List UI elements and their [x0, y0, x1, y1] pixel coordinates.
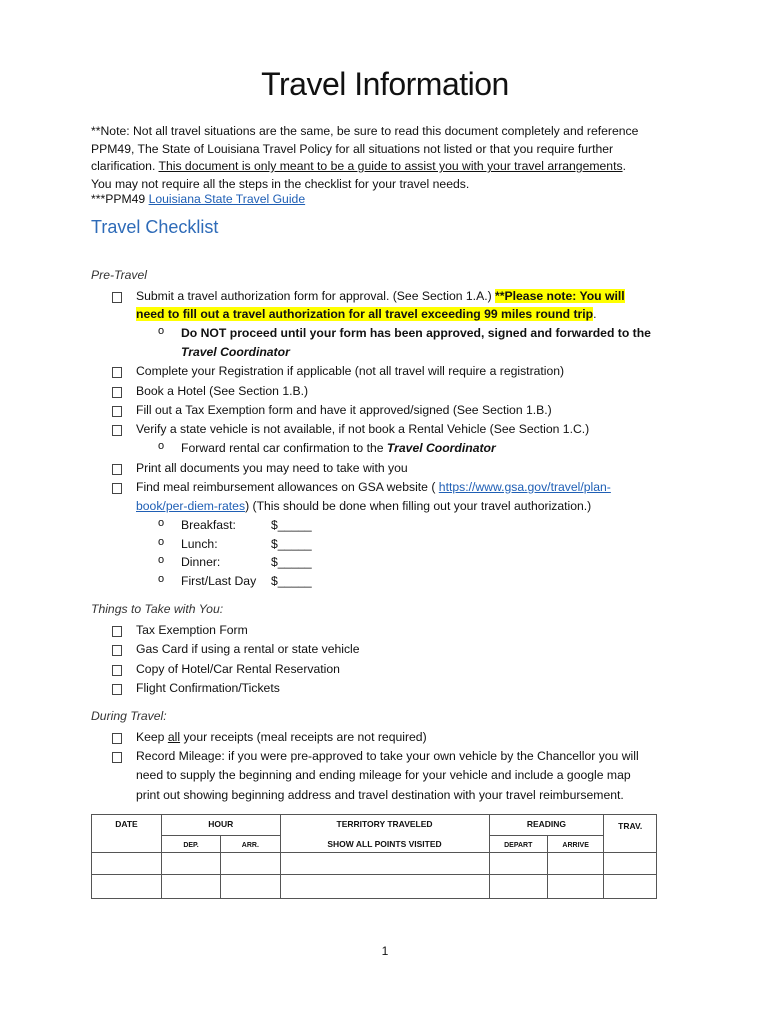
checkbox[interactable] — [112, 626, 122, 637]
highlight-note: **Please note: You will — [495, 289, 625, 303]
ppm-reference — [91, 192, 305, 206]
col-arrive: ARRIVE — [547, 836, 603, 853]
item-text: Keep — [136, 730, 168, 744]
item-text: Forward rental car confirmation to the — [181, 441, 387, 455]
item-text: ) (This should be done when filling out your travel authorization.) — [245, 499, 592, 513]
table-cell[interactable] — [604, 875, 657, 899]
bullet-icon: o — [158, 536, 165, 548]
checklist-item: Print all documents you may need to take with you — [136, 461, 408, 475]
table-cell[interactable] — [280, 875, 489, 899]
during-item-cont: print out showing beginning address and travel destination with your travel reimbursement. — [136, 788, 624, 802]
note-line: You may not require all the steps in the checklist for your travel needs. — [91, 176, 470, 191]
note-line — [91, 158, 691, 176]
meal-value: $_____ — [271, 574, 312, 588]
item-text: . — [593, 307, 597, 321]
checkbox[interactable] — [112, 292, 122, 303]
bullet-icon: o — [158, 573, 165, 585]
table-cell[interactable] — [92, 875, 162, 899]
col-arr: ARR. — [221, 836, 280, 853]
page-number: 1 — [381, 944, 389, 958]
during-item — [136, 728, 427, 746]
take-item: Copy of Hotel/Car Rental Reservation — [136, 662, 340, 676]
col-reading: READING — [489, 815, 604, 836]
table-cell[interactable] — [547, 853, 603, 875]
sub-item — [181, 439, 496, 457]
checklist-item — [136, 287, 625, 305]
table-cell[interactable] — [221, 875, 280, 899]
col-date: DATE — [92, 815, 162, 853]
item-text-underlined: all — [167, 730, 181, 744]
checkbox[interactable] — [112, 406, 122, 417]
note-line: **Note: Not all travel situations are the same, be sure to read this document completely and reference — [91, 124, 639, 138]
checkbox[interactable] — [112, 733, 122, 744]
checklist-item — [136, 478, 611, 496]
territory-label: TERRITORY TRAVELED — [336, 819, 433, 829]
pretravel-heading: Pre-Travel — [91, 268, 147, 282]
highlight-note: need to fill out a travel authorization for all travel exceeding 99 miles round trip — [136, 307, 594, 321]
take-item: Flight Confirmation/Tickets — [136, 681, 280, 695]
ppm-prefix: ***PPM49 — [91, 192, 149, 206]
checkbox[interactable] — [112, 752, 122, 763]
col-territory — [280, 815, 489, 853]
item-text: Submit a travel authorization form for approval. (See Section 1.A.) — [136, 289, 496, 303]
col-hour: HOUR — [161, 815, 280, 836]
meal-value: $_____ — [271, 537, 312, 551]
col-dep: DEP. — [161, 836, 220, 853]
table-cell[interactable] — [547, 875, 603, 899]
checkbox[interactable] — [112, 645, 122, 656]
table-row — [92, 875, 657, 899]
note-text: . — [622, 159, 626, 173]
meal-label: First/Last Day — [181, 574, 257, 588]
checkbox[interactable] — [112, 464, 122, 475]
table-cell[interactable] — [280, 853, 489, 875]
meal-value: $_____ — [271, 518, 312, 532]
during-heading: During Travel: — [91, 709, 167, 723]
table-cell[interactable] — [489, 875, 547, 899]
bullet-icon: o — [158, 325, 165, 337]
item-text: your receipts (meal receipts are not required) — [180, 730, 427, 744]
checkbox[interactable] — [112, 367, 122, 378]
checklist-heading: Travel Checklist — [91, 217, 219, 237]
table-cell[interactable] — [161, 875, 220, 899]
during-item-cont: need to supply the beginning and ending mileage for your vehicle and include a google map — [136, 768, 631, 782]
during-item: Record Mileage: if you were pre-approved to take your own vehicle by the Chancellor you will — [136, 749, 639, 763]
checklist-item-cont — [136, 305, 597, 323]
table-cell[interactable] — [604, 853, 657, 875]
territory-sublabel: SHOW ALL POINTS VISITED — [327, 839, 442, 849]
gsa-link-cont[interactable]: book/per-diem-rates — [136, 499, 246, 513]
table-row — [92, 853, 657, 875]
checklist-item: Complete your Registration if applicable (not all travel will require a registration) — [136, 364, 565, 378]
note-underlined-text: This document is only meant to be a guide to assist you with your travel arrangements — [158, 159, 623, 173]
gsa-link[interactable]: https://www.gsa.gov/travel/plan- — [438, 480, 611, 494]
meal-label: Dinner: — [181, 555, 221, 569]
checkbox[interactable] — [112, 684, 122, 695]
checkbox[interactable] — [112, 483, 122, 494]
take-heading: Things to Take with You: — [91, 602, 224, 616]
sub-item: Do NOT proceed until your form has been approved, signed and forwarded to the — [181, 326, 651, 340]
item-text: Find meal reimbursement allowances on GSA website ( — [136, 480, 439, 494]
take-item: Gas Card if using a rental or state vehicle — [136, 642, 360, 656]
checklist-item: Verify a state vehicle is not available, if not book a Rental Vehicle (See Section 1.C.) — [136, 422, 590, 436]
intro-note — [91, 123, 691, 193]
table-cell[interactable] — [92, 853, 162, 875]
table-cell[interactable] — [489, 853, 547, 875]
checklist-item: Fill out a Tax Exemption form and have it approved/signed (See Section 1.B.) — [136, 403, 552, 417]
table-cell[interactable] — [161, 853, 220, 875]
take-item: Tax Exemption Form — [136, 623, 248, 637]
table-cell[interactable] — [221, 853, 280, 875]
checkbox[interactable] — [112, 665, 122, 676]
item-text-bold: Travel Coordinator — [386, 441, 496, 455]
note-line: PPM49, The State of Louisiana Travel Policy for all situations not listed or that you require further — [91, 141, 614, 156]
bullet-icon: o — [158, 440, 165, 452]
mileage-table — [91, 814, 657, 899]
note-text: clarification. — [91, 159, 159, 173]
meal-label: Breakfast: — [181, 518, 236, 532]
checklist-item: Book a Hotel (See Section 1.B.) — [136, 384, 309, 398]
travel-guide-link[interactable]: Louisiana State Travel Guide — [148, 192, 306, 206]
bullet-icon: o — [158, 554, 165, 566]
meal-label: Lunch: — [181, 537, 218, 551]
meal-value: $_____ — [271, 555, 312, 569]
checkbox[interactable] — [112, 425, 122, 436]
col-depart: DEPART — [489, 836, 547, 853]
col-trav: TRAV. — [604, 815, 657, 853]
checkbox[interactable] — [112, 387, 122, 398]
bullet-icon: o — [158, 517, 165, 529]
checklist-item-cont — [136, 497, 591, 515]
page-title: Travel Information — [261, 66, 509, 102]
sub-item-cont: Travel Coordinator — [181, 345, 290, 359]
